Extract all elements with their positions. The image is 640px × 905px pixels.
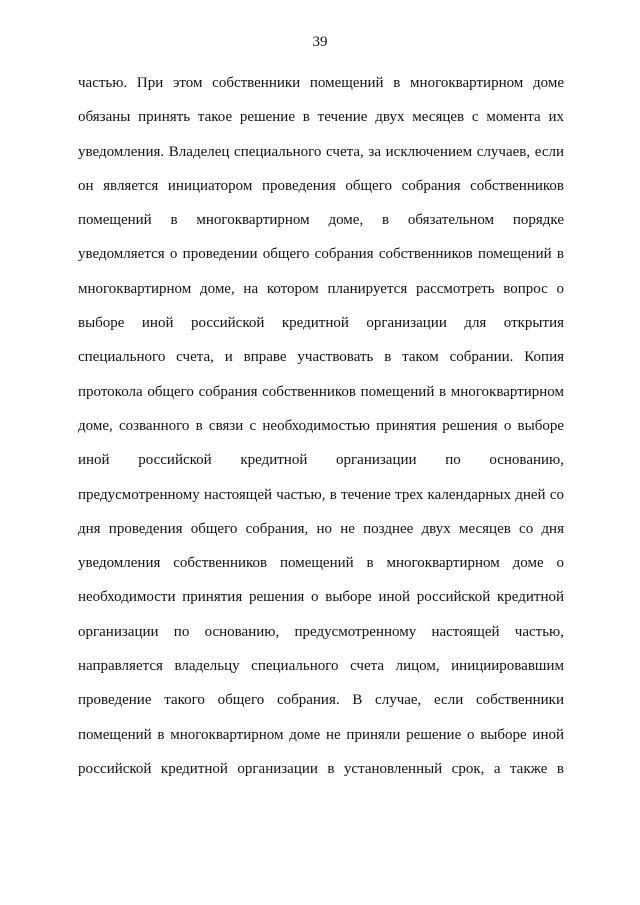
text-line: доме, созванного в связи с необходимостью принятия решения о выборе xyxy=(78,417,564,434)
text-line: специального счета, и вправе участвовать в таком собрании. Копия xyxy=(78,349,564,366)
text-line: помещений в многоквартирном доме не приняли решение о выборе иной xyxy=(78,726,564,743)
text-line: уведомления. Владелец специального счета, за исключением случаев, если xyxy=(78,143,564,160)
text-line: помещений в многоквартирном доме, в обязательном порядке xyxy=(78,212,564,229)
text-line: обязаны принять такое решение в течение двух месяцев с момента их xyxy=(78,109,564,126)
text-line: уведомления собственников помещений в многоквартирном доме о xyxy=(78,555,564,572)
text-line: проведение такого общего собрания. В случае, если собственники xyxy=(78,692,564,709)
text-line: направляется владельцу специального счета лицом, инициировавшим xyxy=(78,658,564,675)
text-line: необходимости принятия решения о выборе иной российской кредитной xyxy=(78,589,564,606)
text-line: выборе иной российской кредитной организации для открытия xyxy=(78,315,564,332)
text-line: он является инициатором проведения общего собрания собственников xyxy=(78,177,564,194)
body-text xyxy=(78,73,564,793)
text-line: многоквартирном доме, на котором планируется рассмотреть вопрос о xyxy=(78,280,564,297)
text-line: иной российской кредитной организации по основанию, xyxy=(78,452,564,469)
text-line: протокола общего собрания собственников помещений в многоквартирном xyxy=(78,383,564,400)
page-number: 39 xyxy=(312,34,328,50)
text-line: частью. При этом собственники помещений в многоквартирном доме xyxy=(78,75,564,91)
text-line: российской кредитной организации в установленный срок, а также в xyxy=(78,760,564,777)
text-line: организации по основанию, предусмотренному настоящей частью, xyxy=(78,623,564,640)
text-line: уведомляется о проведении общего собрания собственников помещений в xyxy=(78,246,564,263)
text-line: дня проведения общего собрания, но не позднее двух месяцев со дня xyxy=(78,520,564,537)
text-line: предусмотренному настоящей частью, в течение трех календарных дней со xyxy=(78,486,564,503)
